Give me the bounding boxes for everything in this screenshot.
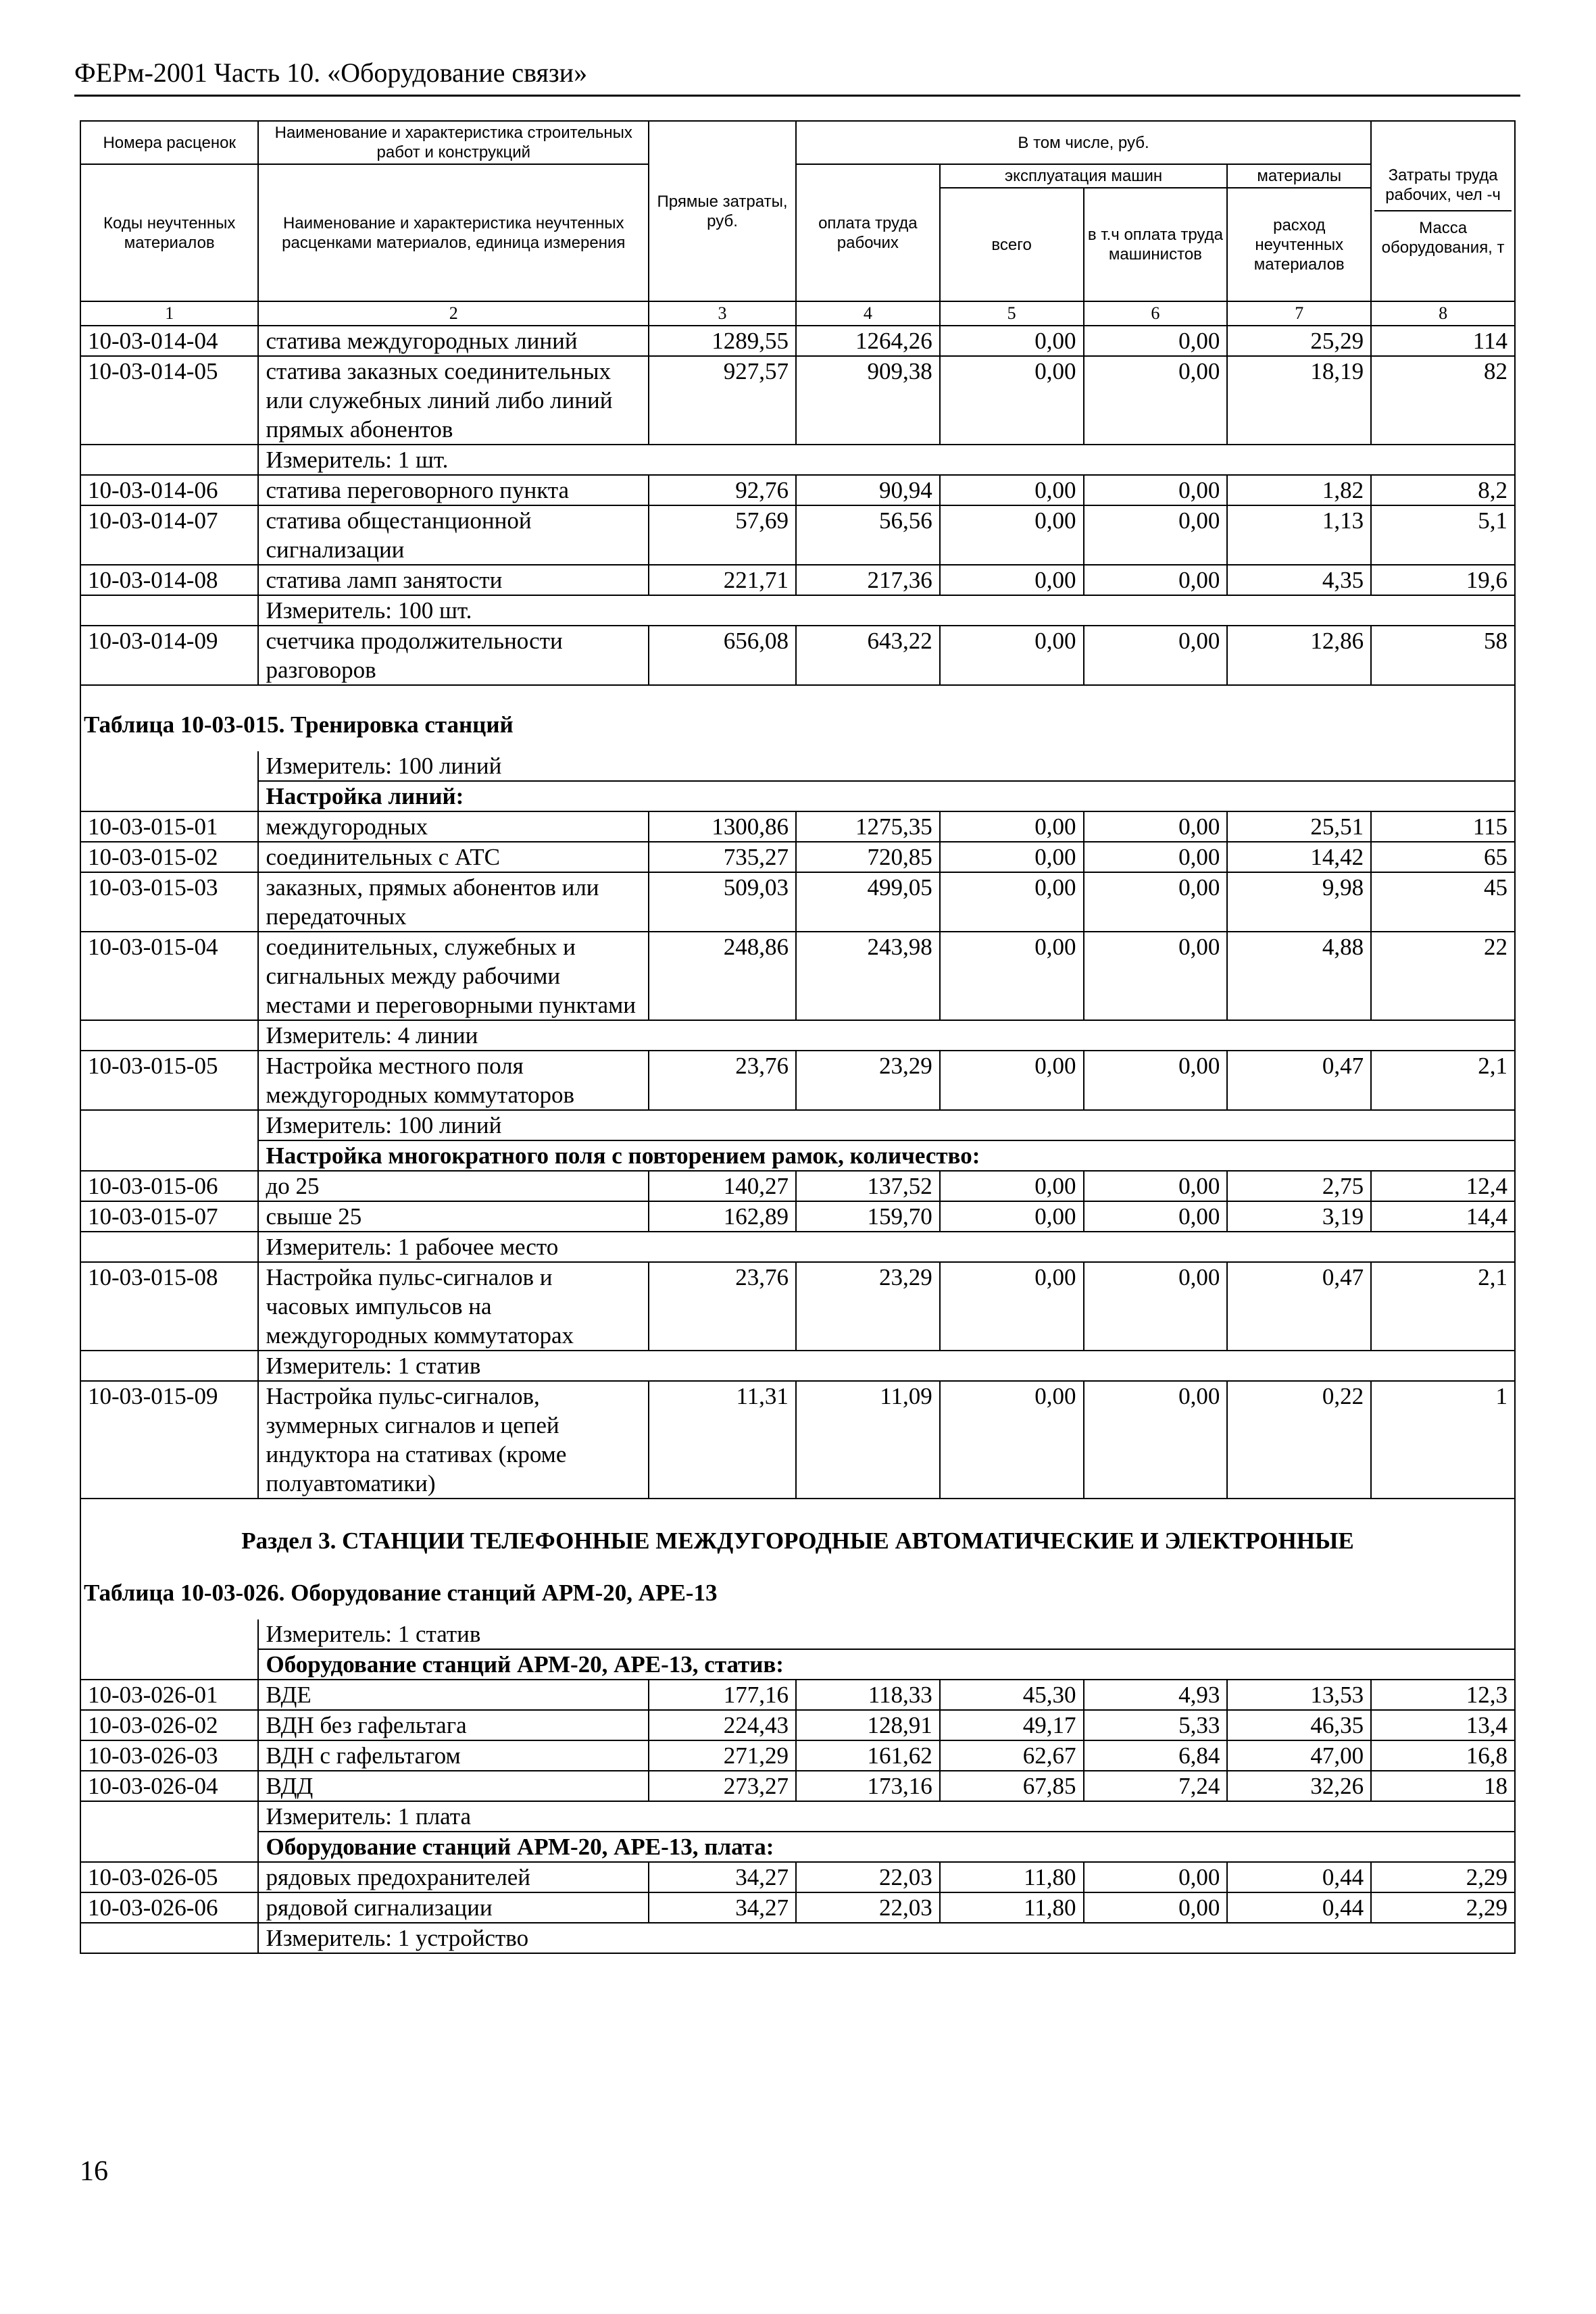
cell-operator-pay: 0,00	[1084, 842, 1228, 872]
cell-rate-code: 10-03-014-08	[80, 565, 258, 595]
cell-worker-pay: 56,56	[796, 505, 940, 565]
cell-rate-code: 10-03-014-07	[80, 505, 258, 565]
group-row	[80, 1649, 1515, 1680]
cell-work-name: счетчика продолжительности разговоров	[258, 626, 649, 685]
cell-rate-code: 10-03-015-04	[80, 932, 258, 1020]
cell-material-usage: 47,00	[1227, 1740, 1371, 1771]
cell-labor-hours: 8,2	[1371, 475, 1515, 505]
cell-rate-code: 10-03-026-03	[80, 1740, 258, 1771]
cell-work-name: соединительных с АТС	[258, 842, 649, 872]
group-row	[80, 781, 1515, 811]
cell-material-usage: 18,19	[1227, 356, 1371, 445]
cell-worker-pay: 11,09	[796, 1381, 940, 1499]
table-row	[80, 626, 1515, 685]
col-head-worker-pay: оплата труда рабочих	[796, 164, 940, 301]
cell-operator-pay: 0,00	[1084, 932, 1228, 1020]
cell-labor-hours: 5,1	[1371, 505, 1515, 565]
cell-material-usage: 2,75	[1227, 1171, 1371, 1201]
col-head-operator-pay: в т.ч оплата труда машинистов	[1084, 188, 1228, 301]
cell-operator-pay: 4,93	[1084, 1680, 1228, 1710]
cell-work-name: статива общестанционной сигнализации	[258, 505, 649, 565]
table-row	[80, 1381, 1515, 1499]
table-row	[80, 842, 1515, 872]
cell-rate-code: 10-03-014-06	[80, 475, 258, 505]
measure-label: Измеритель: 1 статив	[258, 1619, 1515, 1649]
cell-work-name: статива междугородных линий	[258, 326, 649, 356]
table-row	[80, 1201, 1515, 1232]
measure-row	[80, 1351, 1515, 1381]
col-head-materials: материалы	[1227, 164, 1371, 188]
page-number: 16	[80, 2156, 108, 2187]
cell-direct-costs: 927,57	[649, 356, 796, 445]
cell-machines-total: 0,00	[940, 505, 1084, 565]
cell-machines-total: 45,30	[940, 1680, 1084, 1710]
cell-rate-code: 10-03-014-05	[80, 356, 258, 445]
cell-operator-pay: 7,24	[1084, 1771, 1228, 1801]
estimate-table	[80, 120, 1516, 1954]
cell-labor-hours: 45	[1371, 872, 1515, 932]
cell-operator-pay: 0,00	[1084, 1051, 1228, 1110]
cell-worker-pay: 22,03	[796, 1892, 940, 1923]
cell-labor-hours: 12,3	[1371, 1680, 1515, 1710]
measure-row	[80, 1232, 1515, 1262]
cell-machines-total: 0,00	[940, 626, 1084, 685]
cell-direct-costs: 34,27	[649, 1892, 796, 1923]
measure-row	[80, 1923, 1515, 1953]
cell-worker-pay: 90,94	[796, 475, 940, 505]
cell-rate-code: 10-03-015-01	[80, 811, 258, 842]
cell-rate-code: 10-03-026-05	[80, 1862, 258, 1892]
measure-row	[80, 751, 1515, 781]
cell-direct-costs: 34,27	[649, 1862, 796, 1892]
cell-machines-total: 11,80	[940, 1892, 1084, 1923]
cell-rate-code: 10-03-026-02	[80, 1710, 258, 1740]
measure-row	[80, 445, 1515, 475]
table-row	[80, 1680, 1515, 1710]
cell-work-name: статива ламп занятости	[258, 565, 649, 595]
measure-row	[80, 1619, 1515, 1649]
measure-row	[80, 1110, 1515, 1140]
cell-machines-total: 67,85	[940, 1771, 1084, 1801]
table-row	[80, 475, 1515, 505]
cell-rate-code: 10-03-026-01	[80, 1680, 258, 1710]
col-head-labor-costs: Затраты труда рабочих, чел -ч	[1374, 166, 1512, 211]
table-row	[80, 565, 1515, 595]
cell-labor-hours: 22	[1371, 932, 1515, 1020]
col-head-work-name: Наименование и характеристика строительных работ и конструкций	[258, 121, 649, 164]
col-number: 5	[940, 301, 1084, 326]
col-number: 7	[1227, 301, 1371, 326]
cell-direct-costs: 273,27	[649, 1771, 796, 1801]
cell-labor-hours: 2,29	[1371, 1862, 1515, 1892]
cell-worker-pay: 1275,35	[796, 811, 940, 842]
cell-operator-pay: 0,00	[1084, 872, 1228, 932]
col-head-labor	[1371, 121, 1515, 301]
cell-machines-total: 49,17	[940, 1710, 1084, 1740]
cell-labor-hours: 14,4	[1371, 1201, 1515, 1232]
cell-work-name: до 25	[258, 1171, 649, 1201]
cell-machines-total: 0,00	[940, 1262, 1084, 1351]
table-title-row	[80, 685, 1515, 751]
measure-label: Измеритель: 100 линий	[258, 1110, 1515, 1140]
cell-worker-pay: 118,33	[796, 1680, 940, 1710]
cell-worker-pay: 22,03	[796, 1862, 940, 1892]
group-label: Настройка линий:	[258, 781, 1515, 811]
cell-machines-total: 0,00	[940, 1381, 1084, 1499]
cell-operator-pay: 5,33	[1084, 1710, 1228, 1740]
cell-direct-costs: 23,76	[649, 1051, 796, 1110]
cell-labor-hours: 13,4	[1371, 1710, 1515, 1740]
cell-operator-pay: 6,84	[1084, 1740, 1228, 1771]
col-head-material-usage: расход неучтенных материалов	[1227, 188, 1371, 301]
table-row	[80, 326, 1515, 356]
cell-machines-total: 0,00	[940, 326, 1084, 356]
cell-operator-pay: 0,00	[1084, 475, 1228, 505]
measure-label: Измеритель: 1 рабочее место	[258, 1232, 1515, 1262]
measure-label: Измеритель: 1 статив	[258, 1351, 1515, 1381]
cell-labor-hours: 12,4	[1371, 1171, 1515, 1201]
section-title-row	[80, 1499, 1515, 1576]
cell-worker-pay: 137,52	[796, 1171, 940, 1201]
cell-work-name: ВДД	[258, 1771, 649, 1801]
cell-material-usage: 4,88	[1227, 932, 1371, 1020]
cell-rate-code: 10-03-015-03	[80, 872, 258, 932]
table-title-row	[80, 1576, 1515, 1619]
table-row	[80, 1262, 1515, 1351]
cell-material-usage: 1,13	[1227, 505, 1371, 565]
cell-material-usage: 0,47	[1227, 1262, 1371, 1351]
cell-work-name: междугородных	[258, 811, 649, 842]
cell-material-usage: 0,47	[1227, 1051, 1371, 1110]
group-label: Оборудование станций АРМ-20, АРЕ-13, плата:	[258, 1832, 1515, 1862]
cell-machines-total: 0,00	[940, 872, 1084, 932]
cell-material-usage: 13,53	[1227, 1680, 1371, 1710]
cell-operator-pay: 0,00	[1084, 1171, 1228, 1201]
cell-material-usage: 12,86	[1227, 626, 1371, 685]
cell-direct-costs: 1289,55	[649, 326, 796, 356]
cell-material-usage: 0,44	[1227, 1892, 1371, 1923]
cell-worker-pay: 161,62	[796, 1740, 940, 1771]
cell-rate-code: 10-03-026-04	[80, 1771, 258, 1801]
cell-labor-hours: 2,29	[1371, 1892, 1515, 1923]
cell-worker-pay: 720,85	[796, 842, 940, 872]
cell-machines-total: 0,00	[940, 811, 1084, 842]
col-head-equipment-mass: Масса оборудования, т	[1381, 218, 1505, 257]
cell-material-usage: 3,19	[1227, 1201, 1371, 1232]
cell-rate-code: 10-03-026-06	[80, 1892, 258, 1923]
col-head-machines-total: всего	[940, 188, 1084, 301]
cell-operator-pay: 0,00	[1084, 505, 1228, 565]
cell-direct-costs: 11,31	[649, 1381, 796, 1499]
cell-work-name: Настройка пульс-сигналов и часовых импульсов на междугородных коммутаторах	[258, 1262, 649, 1351]
col-head-including: В том числе, руб.	[796, 121, 1371, 164]
cell-labor-hours: 2,1	[1371, 1051, 1515, 1110]
table-row	[80, 932, 1515, 1020]
cell-direct-costs: 1300,86	[649, 811, 796, 842]
cell-machines-total: 0,00	[940, 1201, 1084, 1232]
group-label: Оборудование станций АРМ-20, АРЕ-13, статив:	[258, 1649, 1515, 1680]
col-head-direct-costs: Прямые затраты, руб.	[649, 121, 796, 301]
cell-direct-costs: 656,08	[649, 626, 796, 685]
cell-worker-pay: 217,36	[796, 565, 940, 595]
table-row	[80, 505, 1515, 565]
col-number: 3	[649, 301, 796, 326]
table-title: Таблица 10-03-015. Тренировка станций	[80, 685, 1515, 751]
col-number: 4	[796, 301, 940, 326]
cell-rate-code: 10-03-015-08	[80, 1262, 258, 1351]
cell-rate-code: 10-03-015-07	[80, 1201, 258, 1232]
cell-work-name: статива переговорного пункта	[258, 475, 649, 505]
cell-work-name: свыше 25	[258, 1201, 649, 1232]
cell-direct-costs: 140,27	[649, 1171, 796, 1201]
cell-operator-pay: 0,00	[1084, 326, 1228, 356]
cell-direct-costs: 92,76	[649, 475, 796, 505]
table-row	[80, 1740, 1515, 1771]
cell-worker-pay: 173,16	[796, 1771, 940, 1801]
cell-direct-costs: 57,69	[649, 505, 796, 565]
cell-machines-total: 62,67	[940, 1740, 1084, 1771]
cell-work-name: рядовых предохранителей	[258, 1862, 649, 1892]
cell-work-name: заказных, прямых абонентов или передаточных	[258, 872, 649, 932]
cell-material-usage: 25,51	[1227, 811, 1371, 842]
table-row	[80, 811, 1515, 842]
measure-label: Измеритель: 100 линий	[258, 751, 1515, 781]
cell-machines-total: 0,00	[940, 932, 1084, 1020]
cell-direct-costs: 177,16	[649, 1680, 796, 1710]
cell-machines-total: 0,00	[940, 1171, 1084, 1201]
col-number: 2	[258, 301, 649, 326]
group-row	[80, 1832, 1515, 1862]
col-head-rate-numbers: Номера расценок	[80, 121, 258, 164]
cell-material-usage: 32,26	[1227, 1771, 1371, 1801]
cell-work-name: соединительных, служебных и сигнальных между рабочими местами и переговорными пунктами	[258, 932, 649, 1020]
cell-labor-hours: 82	[1371, 356, 1515, 445]
col-number: 6	[1084, 301, 1228, 326]
cell-machines-total: 0,00	[940, 842, 1084, 872]
column-numbers-row	[80, 301, 1515, 326]
col-head-material-name: Наименование и характеристика неучтенных расценками материалов, единица измерения	[258, 164, 649, 301]
cell-labor-hours: 19,6	[1371, 565, 1515, 595]
col-head-material-codes: Коды неучтенных материалов	[80, 164, 258, 301]
cell-worker-pay: 243,98	[796, 932, 940, 1020]
cell-worker-pay: 23,29	[796, 1262, 940, 1351]
cell-rate-code: 10-03-014-09	[80, 626, 258, 685]
cell-labor-hours: 115	[1371, 811, 1515, 842]
cell-work-name: Настройка пульс-сигналов, зуммерных сигналов и цепей индуктора на стативах (кроме полуавтоматики)	[258, 1381, 649, 1499]
cell-material-usage: 0,44	[1227, 1862, 1371, 1892]
section-title: Раздел 3. СТАНЦИИ ТЕЛЕФОННЫЕ МЕЖДУГОРОДНЫЕ АВТОМАТИЧЕСКИЕ И ЭЛЕКТРОННЫЕ	[80, 1499, 1515, 1576]
cell-machines-total: 0,00	[940, 1051, 1084, 1110]
cell-direct-costs: 735,27	[649, 842, 796, 872]
cell-rate-code: 10-03-015-02	[80, 842, 258, 872]
measure-row	[80, 1801, 1515, 1832]
cell-direct-costs: 162,89	[649, 1201, 796, 1232]
cell-material-usage: 46,35	[1227, 1710, 1371, 1740]
cell-worker-pay: 499,05	[796, 872, 940, 932]
cell-material-usage: 14,42	[1227, 842, 1371, 872]
cell-worker-pay: 909,38	[796, 356, 940, 445]
cell-worker-pay: 23,29	[796, 1051, 940, 1110]
cell-machines-total: 11,80	[940, 1862, 1084, 1892]
cell-operator-pay: 0,00	[1084, 811, 1228, 842]
cell-operator-pay: 0,00	[1084, 565, 1228, 595]
measure-label: Измеритель: 100 шт.	[258, 595, 1515, 626]
cell-material-usage: 9,98	[1227, 872, 1371, 932]
group-label: Настройка многократного поля с повторением рамок, количество:	[258, 1140, 1515, 1171]
cell-labor-hours: 65	[1371, 842, 1515, 872]
cell-labor-hours: 58	[1371, 626, 1515, 685]
table-row	[80, 356, 1515, 445]
measure-label: Измеритель: 4 линии	[258, 1020, 1515, 1051]
cell-work-name: ВДН без гафельтага	[258, 1710, 649, 1740]
cell-worker-pay: 1264,26	[796, 326, 940, 356]
table-title: Таблица 10-03-026. Оборудование станций АРМ-20, АРЕ-13	[80, 1576, 1515, 1619]
table-row	[80, 1710, 1515, 1740]
cell-operator-pay: 0,00	[1084, 1892, 1228, 1923]
cell-machines-total: 0,00	[940, 356, 1084, 445]
cell-worker-pay: 643,22	[796, 626, 940, 685]
cell-material-usage: 1,82	[1227, 475, 1371, 505]
cell-machines-total: 0,00	[940, 475, 1084, 505]
header-rule	[74, 95, 1520, 97]
cell-labor-hours: 114	[1371, 326, 1515, 356]
cell-worker-pay: 159,70	[796, 1201, 940, 1232]
table-row	[80, 1892, 1515, 1923]
cell-worker-pay: 128,91	[796, 1710, 940, 1740]
cell-rate-code: 10-03-015-06	[80, 1171, 258, 1201]
table-row	[80, 1171, 1515, 1201]
measure-label: Измеритель: 1 плата	[258, 1801, 1515, 1832]
cell-operator-pay: 0,00	[1084, 1201, 1228, 1232]
measure-row	[80, 1020, 1515, 1051]
cell-direct-costs: 248,86	[649, 932, 796, 1020]
cell-labor-hours: 1	[1371, 1381, 1515, 1499]
cell-labor-hours: 2,1	[1371, 1262, 1515, 1351]
table-row	[80, 872, 1515, 932]
table-row	[80, 1771, 1515, 1801]
col-head-machines: эксплуатация машин	[940, 164, 1228, 188]
col-number: 1	[80, 301, 258, 326]
cell-labor-hours: 18	[1371, 1771, 1515, 1801]
measure-label: Измеритель: 1 устройство	[258, 1923, 1515, 1953]
cell-material-usage: 4,35	[1227, 565, 1371, 595]
cell-direct-costs: 509,03	[649, 872, 796, 932]
cell-rate-code: 10-03-015-05	[80, 1051, 258, 1110]
running-header: ФЕРм-2001 Часть 10. «Оборудование связи»	[74, 57, 588, 88]
col-number: 8	[1371, 301, 1515, 326]
cell-operator-pay: 0,00	[1084, 1862, 1228, 1892]
cell-direct-costs: 271,29	[649, 1740, 796, 1771]
cell-direct-costs: 224,43	[649, 1710, 796, 1740]
table-row	[80, 1051, 1515, 1110]
cell-work-name: Настройка местного поля междугородных коммутаторов	[258, 1051, 649, 1110]
cell-material-usage: 0,22	[1227, 1381, 1371, 1499]
cell-work-name: ВДЕ	[258, 1680, 649, 1710]
measure-row	[80, 595, 1515, 626]
cell-machines-total: 0,00	[940, 565, 1084, 595]
cell-operator-pay: 0,00	[1084, 1381, 1228, 1499]
table-row	[80, 1862, 1515, 1892]
cell-direct-costs: 221,71	[649, 565, 796, 595]
cell-labor-hours: 16,8	[1371, 1740, 1515, 1771]
cell-rate-code: 10-03-014-04	[80, 326, 258, 356]
cell-operator-pay: 0,00	[1084, 356, 1228, 445]
cell-operator-pay: 0,00	[1084, 626, 1228, 685]
group-row	[80, 1140, 1515, 1171]
cell-operator-pay: 0,00	[1084, 1262, 1228, 1351]
cell-rate-code: 10-03-015-09	[80, 1381, 258, 1499]
cell-work-name: статива заказных соединительных или служебных линий либо линий прямых абонентов	[258, 356, 649, 445]
cell-material-usage: 25,29	[1227, 326, 1371, 356]
measure-label: Измеритель: 1 шт.	[258, 445, 1515, 475]
cell-direct-costs: 23,76	[649, 1262, 796, 1351]
cell-work-name: рядовой сигнализации	[258, 1892, 649, 1923]
cell-work-name: ВДН с гафельтагом	[258, 1740, 649, 1771]
